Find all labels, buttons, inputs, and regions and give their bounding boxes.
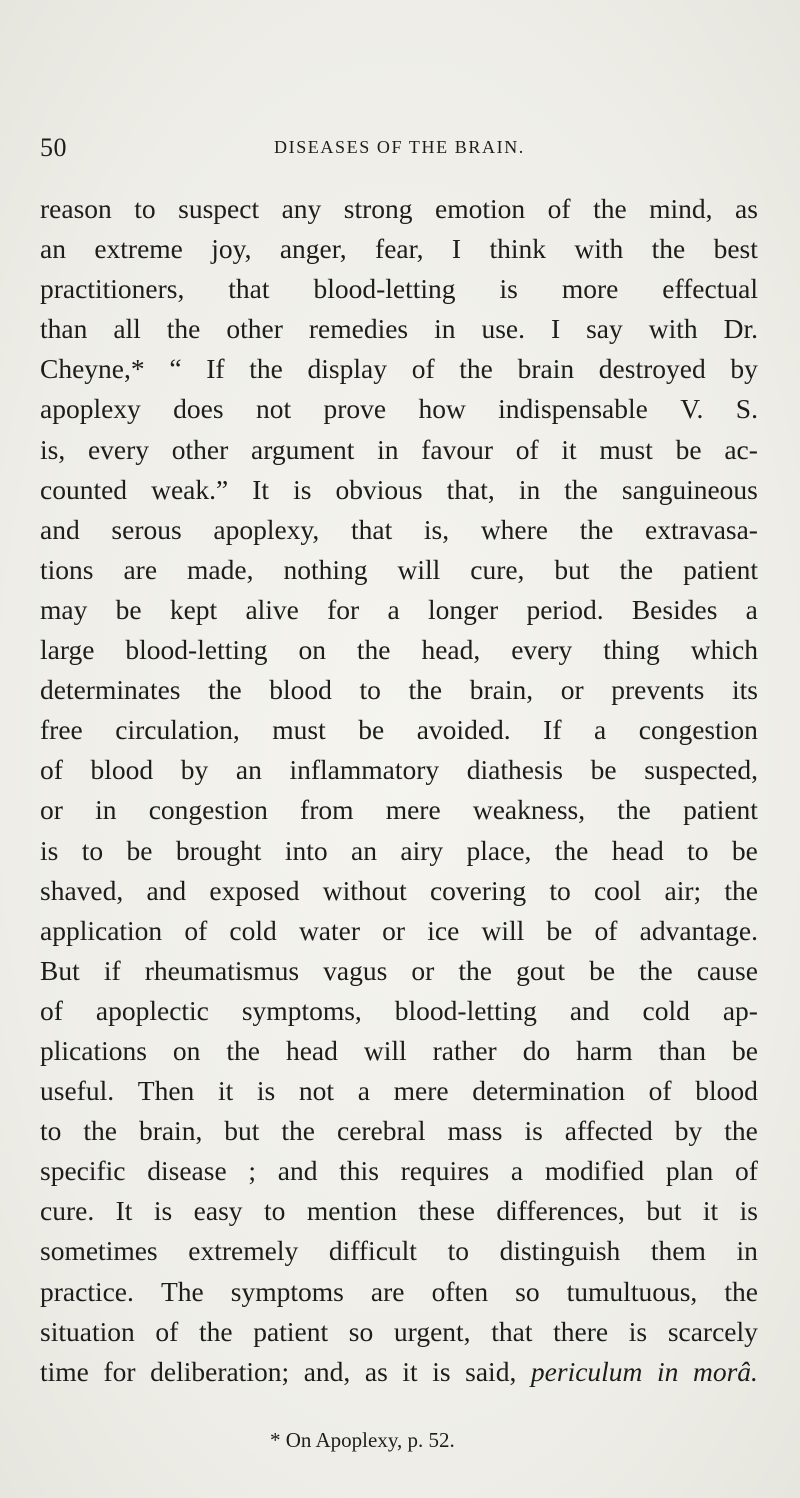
text-line: is to be brought into an airy place, the head to be: [40, 834, 758, 866]
text-line: sometimes extremely difficult to distinguish them in: [40, 1235, 758, 1267]
text-line: cure. It is easy to mention these differences, but it is: [40, 1195, 758, 1227]
text-line: an extreme joy, anger, fear, I think with the best: [40, 233, 758, 265]
italic-phrase: morâ.: [692, 1355, 758, 1387]
text-line: or in congestion from mere weakness, the patient: [40, 794, 758, 826]
running-head: DISEASES OF THE BRAIN.: [274, 137, 525, 157]
page-header: [40, 133, 760, 163]
footnote: * On Apoplexy, p. 52.: [270, 1428, 455, 1452]
text-line: counted weak.” It is obvious that, in the sanguineous: [40, 473, 758, 505]
text-line: free circulation, must be avoided. If a congestion: [40, 714, 758, 746]
text-line: apoplexy does not prove how indispensable V. S.: [40, 393, 758, 425]
text-line: practitioners, that blood-letting is more effectual: [40, 273, 758, 305]
text-line: shaved, and exposed without covering to cool air; the: [40, 874, 758, 906]
text-line: determinates the blood to the brain, or prevents its: [40, 674, 758, 706]
page-number: 50: [40, 133, 67, 162]
text-line: application of cold water or ice will be of advantage.: [40, 914, 758, 946]
text-line: situation of the patient so urgent, that there is scarcely: [40, 1315, 758, 1347]
text-line: than all the other remedies in use. I say with Dr.: [40, 313, 758, 345]
text-line: reason to suspect any strong emotion of the mind, as: [40, 193, 758, 224]
text-line: to the brain, but the cerebral mass is affected by the: [40, 1115, 758, 1147]
text-line: of apoplectic symptoms, blood-letting and cold ap-: [40, 994, 758, 1026]
text-line: Cheyne,* “ If the display of the brain destroyed by: [40, 353, 758, 385]
text-line: large blood-letting on the head, every thing which: [40, 634, 758, 666]
body-text: [40, 189, 758, 1392]
text-line: But if rheumatismus vagus or the gout be the cause: [40, 954, 758, 986]
italic-phrase: in: [657, 1355, 679, 1387]
text-line: tions are made, nothing will cure, but the patient: [40, 553, 758, 585]
text-line-last: time for deliberation; and, as it is said, periculum in morâ.: [40, 1352, 758, 1392]
text-line: may be kept alive for a longer period. Besides a: [40, 593, 758, 625]
text-line: specific disease ; and this requires a modified plan of: [40, 1155, 758, 1187]
text-line: and serous apoplexy, that is, where the extravasa-: [40, 513, 758, 545]
text-line: plications on the head will rather do harm than be: [40, 1034, 758, 1066]
text-line: practice. The symptoms are often so tumultuous, the: [40, 1275, 758, 1307]
text-line: useful. Then it is not a mere determination of blood: [40, 1075, 758, 1107]
text-line: of blood by an inflammatory diathesis be suspected,: [40, 754, 758, 786]
italic-phrase: periculum: [530, 1355, 643, 1387]
text-line: is, every other argument in favour of it must be ac-: [40, 433, 758, 465]
